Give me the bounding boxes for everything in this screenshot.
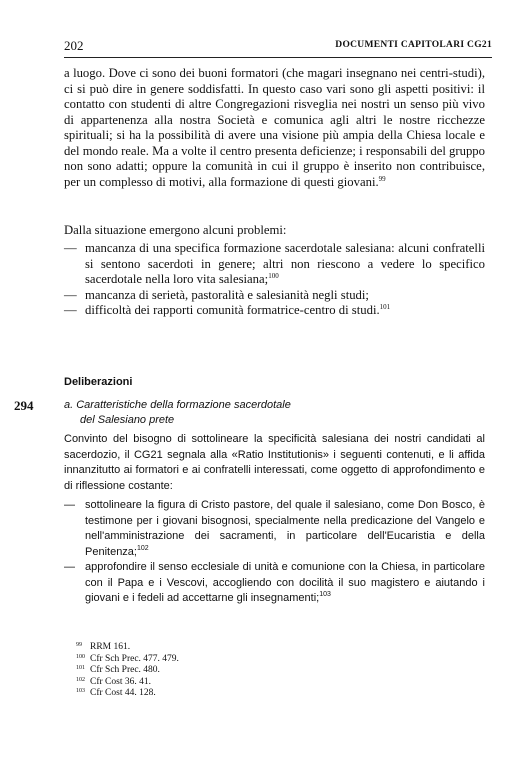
- body-paragraph: [64, 66, 485, 190]
- footnote-text: Cfr Cost 44. 128.: [90, 688, 156, 698]
- page-header: [64, 38, 492, 54]
- running-head: DOCUMENTI CAPITOLARI CG21: [335, 40, 492, 50]
- footnote-ref: 102: [136, 544, 149, 552]
- footnote-text: Cfr Sch Prec. 477. 479.: [90, 653, 179, 664]
- problems-intro: Dalla situazione emergono alcuni problemi:: [64, 223, 287, 237]
- list-item-text: approfondire il senso ecclesiale di unità e comunione con la Chiesa, in particolare con il Papa e i Vescovi, accogliendo con docilità il suo magistero e aiutando i giovani e i fedeli ad accettarne gli insegnamenti;: [85, 561, 485, 604]
- header-rule: [64, 57, 492, 58]
- footnote-ref: 103: [319, 591, 331, 598]
- subsection-heading-line1: a. Caratteristiche della formazione sacerdotale: [64, 399, 291, 411]
- footnote-text: Cfr Sch Prec. 480.: [90, 665, 160, 675]
- list-item-text: difficoltà dei rapporti comunità formatrice-centro di studi.: [85, 303, 380, 317]
- problems-list: [64, 241, 485, 319]
- dash-marker: —: [64, 303, 77, 317]
- footnote-ref: 101: [379, 303, 391, 311]
- dash-marker: —: [64, 241, 77, 255]
- deliberation-paragraph: Convinto del bisogno di sottolineare la specificità salesiana dei nostri candidati al sacerdozio, il CG21 segnala alla «Ratio Institutionis» i seguenti contenuti, e li affida innanzitutto ai formatori e ai confratelli interessati, come oggetto di approfondimento e di riflessione costante:: [64, 433, 485, 492]
- footnote: 103 Cfr Cost 44. 128.: [76, 688, 156, 698]
- body-paragraph-text: a luogo. Dove ci sono dei buoni formatori (che magari insegnano nei centri-studi), ci si può dire in genere soddisfatti. In questo caso vari sono gli aspetti positivi: il contatto con studenti di altre Congregazioni risveglia nei nostri un senso più vivo di appartenenza alla nostra Società e comunica agli altri le nostre ricchezze spirituali; si ha la possibilità di avere una visione più ampia della Chiesa locale e del mondo reale. Ma a volte il centro presenta deficienze; i responsabili del gruppo non sono adatti; oppure la comunità in cui il gruppo è inserito non contribuisce, per un complesso di motivi, alla formazione di questi giovani.: [64, 66, 485, 189]
- list-item: [64, 303, 485, 319]
- list-item: [64, 241, 485, 288]
- dash-marker: —: [64, 499, 75, 511]
- list-item-text: sottolineare la figura di Cristo pastore, del quale il salesiano, come Don Bosco, è testimone per i giovani bisognosi, specialmente nella predicazione del Vangelo e nell'amministrazione dei sacramenti, in particolare dell'Eucaristia e della Penitenza;: [85, 499, 485, 558]
- page-number: 202: [64, 38, 84, 53]
- dash-marker: —: [64, 561, 75, 573]
- list-item-text: mancanza di serietà, pastoralità e salesianità negli studi;: [85, 287, 369, 302]
- footnote-text: Cfr Cost 36. 41.: [90, 676, 151, 687]
- marginal-number: 294: [14, 398, 34, 413]
- footnote: 102 Cfr Cost 36. 41.: [76, 676, 151, 687]
- list-item-text: mancanza di una specifica formazione sacerdotale salesiana: alcuni confratelli si sentono sacerdoti in genere; altri non riescono a vedere lo specifico sacerdotale nella loro vita salesiana;: [85, 241, 485, 286]
- section-heading: Deliberazioni: [64, 376, 133, 388]
- footnote: 99 RRM 161.: [76, 642, 131, 652]
- footnotes: [76, 642, 376, 700]
- footnote-ref: 99: [378, 174, 386, 183]
- list-item: [64, 288, 485, 304]
- footnote: 100 Cfr Sch Prec. 477. 479.: [76, 653, 179, 664]
- list-item: [64, 498, 485, 560]
- deliberation-list: [64, 498, 485, 607]
- subsection-heading-line2: del Salesiano prete: [80, 414, 175, 426]
- footnote: 101 Cfr Sch Prec. 480.: [76, 665, 160, 675]
- dash-marker: —: [64, 287, 77, 302]
- list-item: [64, 560, 485, 607]
- subsection-heading: [64, 398, 484, 428]
- footnote-text: RRM 161.: [90, 642, 131, 652]
- footnote-ref: 100: [268, 272, 279, 280]
